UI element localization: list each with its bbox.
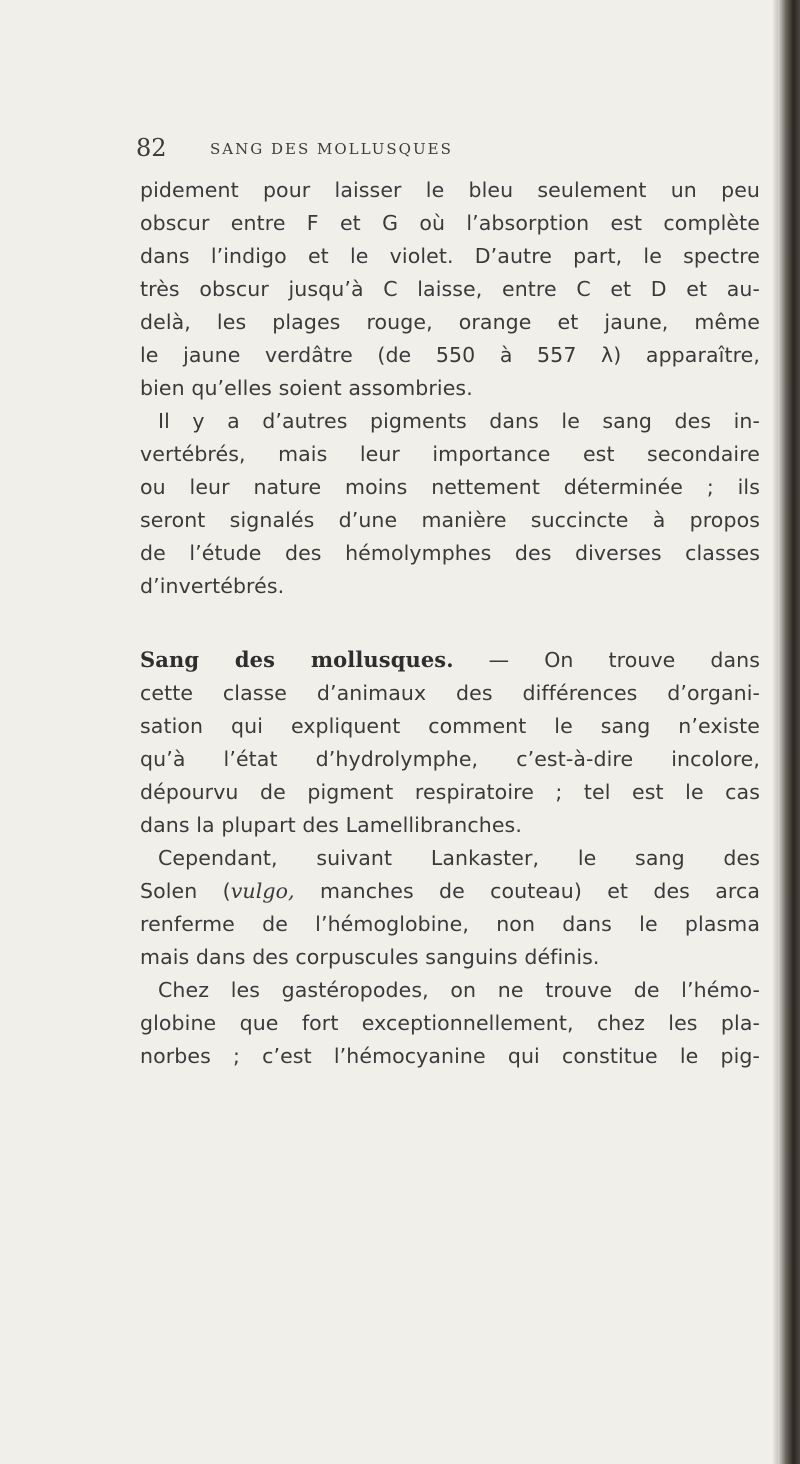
text-line: seront signalés d’une manière succincte à propos xyxy=(140,508,760,532)
section-heading-rest: — On trouve dans xyxy=(453,648,761,672)
page-header xyxy=(136,134,736,164)
text-fragment: Solen ( xyxy=(140,879,231,903)
text-line: obscur entre F et G où l’absorption est complète xyxy=(140,211,760,235)
text-line: Cependant, suivant Lankaster, le sang des xyxy=(158,846,760,870)
page-number: 82 xyxy=(136,134,167,162)
section-heading: Sang des mollusques. xyxy=(140,647,454,672)
text-line: dépourvu de pigment respiratoire ; tel est le cas xyxy=(140,780,760,804)
text-line: cette classe d’animaux des différences d’organi- xyxy=(140,681,760,705)
text-line: Il y a d’autres pigments dans le sang des in- xyxy=(158,409,760,433)
italic-text: vulgo, xyxy=(230,879,295,903)
text-line: dans la plupart des Lamellibranches. xyxy=(140,813,522,837)
section-heading-line xyxy=(140,644,760,676)
text-line: de l’étude des hémolymphes des diverses classes xyxy=(140,541,760,565)
text-line: bien qu’elles soient assombries. xyxy=(140,376,473,400)
text-fragment: manches de couteau) et des arca xyxy=(294,879,761,903)
text-line: mais dans des corpuscules sanguins définis. xyxy=(140,945,600,969)
text-line: sation qui expliquent comment le sang n’existe xyxy=(140,714,760,738)
text-line: le jaune verdâtre (de 550 à 557 λ) apparaître, xyxy=(140,343,760,367)
running-head: SANG DES MOLLUSQUES xyxy=(210,140,453,158)
text-line: très obscur jusqu’à C laisse, entre C et D et au- xyxy=(140,277,760,301)
text-line: dans l’indigo et le violet. D’autre part, le spectre xyxy=(140,244,760,268)
text-line: globine que fort exceptionnellement, chez les pla- xyxy=(140,1011,760,1035)
text-line: vertébrés, mais leur importance est secondaire xyxy=(140,442,760,466)
text-line: d’invertébrés. xyxy=(140,574,285,598)
text-line: Chez les gastéropodes, on ne trouve de l’hémo- xyxy=(158,978,760,1002)
text-line: qu’à l’état d’hydrolymphe, c’est-à-dire incolore, xyxy=(140,747,760,771)
text-line-with-italic xyxy=(140,875,760,907)
text-line: pidement pour laisser le bleu seulement un peu xyxy=(140,178,760,202)
text-line: ou leur nature moins nettement déterminée ; ils xyxy=(140,475,760,499)
text-line: norbes ; c’est l’hémocyanine qui constitue le pig- xyxy=(140,1044,760,1068)
text-line: delà, les plages rouge, orange et jaune, même xyxy=(140,310,760,334)
text-line: renferme de l’hémoglobine, non dans le plasma xyxy=(140,912,760,936)
page-edge xyxy=(778,0,800,1464)
